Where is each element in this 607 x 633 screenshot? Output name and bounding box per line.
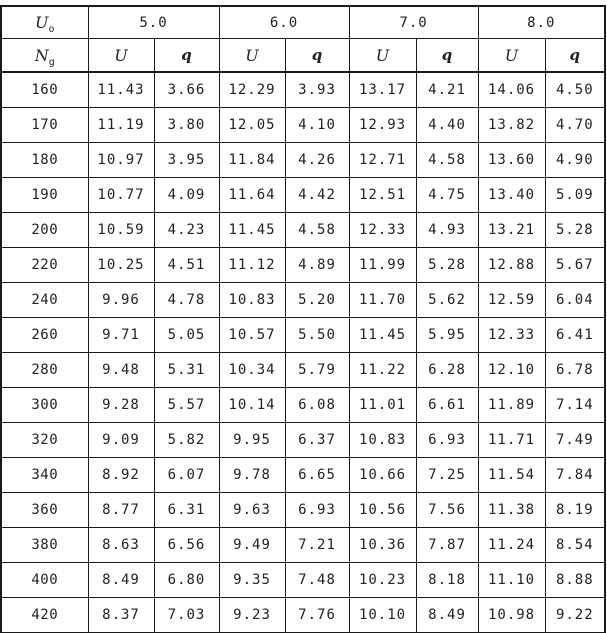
u-value-cell: 9.23 [219,598,285,633]
q-value-cell: 8.18 [416,563,478,598]
u-value-cell: 10.56 [349,493,416,528]
q-value-cell: 7.48 [285,563,349,598]
u-value-cell: 11.89 [478,388,545,423]
q-value-cell: 4.26 [285,143,349,178]
q-value-cell: 5.28 [416,248,478,283]
q-value-cell: 6.31 [154,493,219,528]
u-value-cell: 10.23 [349,563,416,598]
row-key-cell: 220 [1,248,88,283]
q-value-cell: 5.82 [154,423,219,458]
u-value-cell: 13.82 [478,108,545,143]
u-value-cell: 8.77 [88,493,154,528]
u-value-cell: 8.37 [88,598,154,633]
q-value-cell: 4.58 [416,143,478,178]
table-row [1,493,605,528]
u-value-cell: 10.34 [219,353,285,388]
u-value-cell: 11.84 [219,143,285,178]
u-value-cell: 11.45 [219,213,285,248]
q-value-cell: 6.80 [154,563,219,598]
table-row [1,353,605,388]
table-row [1,598,605,633]
u-value-cell: 10.66 [349,458,416,493]
group-header-2: 6.0 [219,6,349,39]
table-row [1,283,605,318]
q-value-cell: 4.78 [154,283,219,318]
q-value-cell: 7.84 [545,458,605,493]
row-key-cell: 300 [1,388,88,423]
u-value-cell: 13.17 [349,72,416,108]
subcol-q-4: q [569,46,581,64]
q-value-cell: 4.10 [285,108,349,143]
q-value-cell: 7.21 [285,528,349,563]
row-key-cell: 160 [1,72,88,108]
q-value-cell: 7.87 [416,528,478,563]
table-row [1,143,605,178]
header-row-param [1,6,88,39]
col-key-subscript: g [48,56,55,68]
subcol-q-1: q [181,46,192,64]
q-value-cell: 5.09 [545,178,605,213]
q-value-cell: 8.88 [545,563,605,598]
q-value-cell: 4.75 [416,178,478,213]
q-value-cell: 3.93 [285,72,349,108]
q-value-cell: 6.37 [285,423,349,458]
u-value-cell: 10.97 [88,143,154,178]
q-value-cell: 6.07 [154,458,219,493]
u-value-cell: 12.51 [349,178,416,213]
q-value-cell: 6.08 [285,388,349,423]
q-value-cell: 6.93 [416,423,478,458]
u-value-cell: 10.10 [349,598,416,633]
u-value-cell: 12.05 [219,108,285,143]
q-value-cell: 6.04 [545,283,605,318]
q-value-cell: 8.19 [545,493,605,528]
subcol-q-2: q [311,46,323,64]
table-row [1,458,605,493]
q-value-cell: 5.62 [416,283,478,318]
row-key-cell: 320 [1,423,88,458]
u-value-cell: 11.54 [478,458,545,493]
q-value-cell: 6.93 [285,493,349,528]
u-value-cell: 10.14 [219,388,285,423]
q-value-cell: 3.66 [154,72,219,108]
table-row [1,388,605,423]
group-header-3: 7.0 [349,6,478,39]
table-row [1,318,605,353]
subcol-u-2: U [245,45,259,65]
q-value-cell: 3.80 [154,108,219,143]
row-key-cell: 420 [1,598,88,633]
row-key-cell: 170 [1,108,88,143]
row-param-subscript: o [48,24,55,35]
u-value-cell: 12.59 [478,283,545,318]
group-header-4: 8.0 [478,6,605,39]
u-value-cell: 11.45 [349,318,416,353]
u-value-cell: 14.06 [478,72,545,108]
u-value-cell: 13.60 [478,143,545,178]
q-value-cell: 4.90 [545,143,605,178]
u-value-cell: 10.36 [349,528,416,563]
header-col-key [1,39,88,73]
q-value-cell: 4.50 [545,72,605,108]
q-value-cell: 4.42 [285,178,349,213]
u-value-cell: 12.33 [478,318,545,353]
table-row [1,72,605,108]
q-value-cell: 4.70 [545,108,605,143]
q-value-cell: 4.21 [416,72,478,108]
row-param-symbol: U [34,13,49,32]
q-value-cell: 7.03 [154,598,219,633]
q-value-cell: 4.09 [154,178,219,213]
q-value-cell: 6.56 [154,528,219,563]
q-value-cell: 7.25 [416,458,478,493]
u-value-cell: 12.29 [219,72,285,108]
row-key-cell: 280 [1,353,88,388]
q-value-cell: 4.89 [285,248,349,283]
data-table [0,5,606,633]
u-value-cell: 10.77 [88,178,154,213]
q-value-cell: 4.58 [285,213,349,248]
q-value-cell: 4.40 [416,108,478,143]
u-value-cell: 13.21 [478,213,545,248]
u-value-cell: 12.93 [349,108,416,143]
u-value-cell: 11.70 [349,283,416,318]
u-value-cell: 10.59 [88,213,154,248]
q-value-cell: 4.93 [416,213,478,248]
q-value-cell: 5.20 [285,283,349,318]
u-value-cell: 8.49 [88,563,154,598]
u-value-cell: 13.40 [478,178,545,213]
u-value-cell: 10.83 [349,423,416,458]
row-key-cell: 180 [1,143,88,178]
table-body [1,72,605,633]
row-key-cell: 260 [1,318,88,353]
u-value-cell: 10.98 [478,598,545,633]
row-key-cell: 190 [1,178,88,213]
row-key-cell: 340 [1,458,88,493]
q-value-cell: 8.49 [416,598,478,633]
q-value-cell: 6.28 [416,353,478,388]
u-value-cell: 10.83 [219,283,285,318]
u-value-cell: 9.78 [219,458,285,493]
header-row-subcolumns [1,39,605,73]
u-value-cell: 9.95 [219,423,285,458]
q-value-cell: 5.28 [545,213,605,248]
u-value-cell: 11.64 [219,178,285,213]
subcol-u-4: U [504,45,519,65]
u-value-cell: 8.63 [88,528,154,563]
u-value-cell: 9.63 [219,493,285,528]
row-key-cell: 360 [1,493,88,528]
q-value-cell: 6.61 [416,388,478,423]
header-row-groups [1,6,605,39]
q-value-cell: 5.95 [416,318,478,353]
table-row [1,248,605,283]
u-value-cell: 10.25 [88,248,154,283]
table-row [1,423,605,458]
q-value-cell: 5.31 [154,353,219,388]
subcol-u-1: U [114,45,128,65]
u-value-cell: 11.24 [478,528,545,563]
u-value-cell: 9.48 [88,353,154,388]
q-value-cell: 5.79 [285,353,349,388]
q-value-cell: 7.76 [285,598,349,633]
u-value-cell: 12.88 [478,248,545,283]
u-value-cell: 11.01 [349,388,416,423]
row-key-cell: 380 [1,528,88,563]
q-value-cell: 6.65 [285,458,349,493]
u-value-cell: 11.19 [88,108,154,143]
q-value-cell: 4.51 [154,248,219,283]
subcol-q-3: q [441,46,453,64]
table-row [1,528,605,563]
group-header-1: 5.0 [88,6,219,39]
u-value-cell: 11.99 [349,248,416,283]
u-value-cell: 11.10 [478,563,545,598]
u-value-cell: 12.33 [349,213,416,248]
u-value-cell: 9.96 [88,283,154,318]
table-row [1,563,605,598]
table-row [1,213,605,248]
q-value-cell: 7.56 [416,493,478,528]
subcol-u-3: U [375,45,390,65]
u-value-cell: 11.22 [349,353,416,388]
q-value-cell: 3.95 [154,143,219,178]
q-value-cell: 6.41 [545,318,605,353]
q-value-cell: 7.49 [545,423,605,458]
table-row [1,108,605,143]
u-value-cell: 11.12 [219,248,285,283]
q-value-cell: 7.14 [545,388,605,423]
q-value-cell: 5.57 [154,388,219,423]
q-value-cell: 5.05 [154,318,219,353]
u-value-cell: 9.71 [88,318,154,353]
u-value-cell: 11.43 [88,72,154,108]
table-row [1,178,605,213]
q-value-cell: 5.50 [285,318,349,353]
u-value-cell: 9.35 [219,563,285,598]
q-value-cell: 4.23 [154,213,219,248]
u-value-cell: 12.71 [349,143,416,178]
col-key-symbol: N [34,45,49,65]
u-value-cell: 9.09 [88,423,154,458]
u-value-cell: 11.71 [478,423,545,458]
q-value-cell: 5.67 [545,248,605,283]
row-key-cell: 400 [1,563,88,598]
u-value-cell: 9.49 [219,528,285,563]
q-value-cell: 9.22 [545,598,605,633]
row-key-cell: 240 [1,283,88,318]
q-value-cell: 8.54 [545,528,605,563]
u-value-cell: 9.28 [88,388,154,423]
u-value-cell: 11.38 [478,493,545,528]
row-key-cell: 200 [1,213,88,248]
u-value-cell: 12.10 [478,353,545,388]
u-value-cell: 10.57 [219,318,285,353]
q-value-cell: 6.78 [545,353,605,388]
u-value-cell: 8.92 [88,458,154,493]
